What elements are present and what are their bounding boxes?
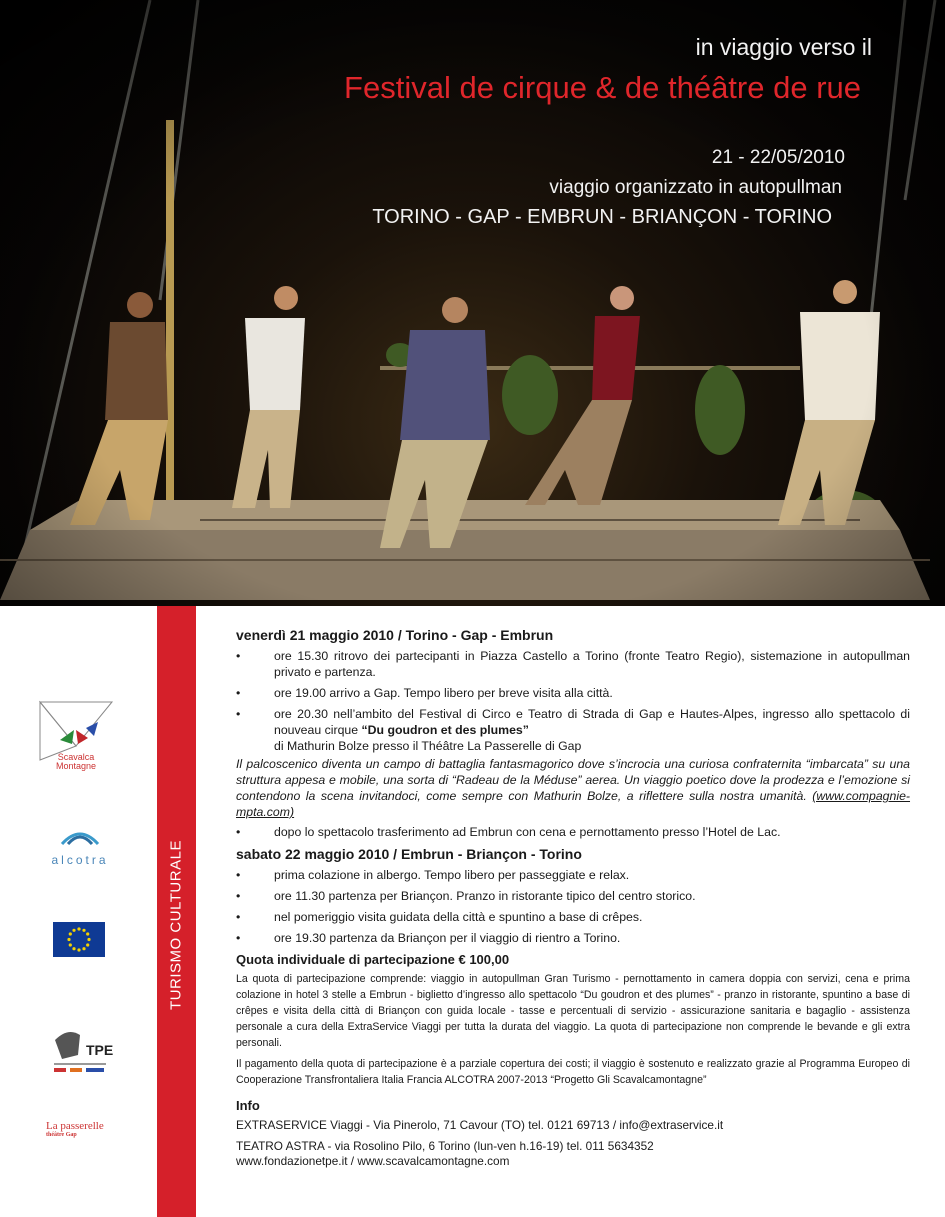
festival-title: Festival de cirque & de théâtre de rue bbox=[344, 70, 861, 105]
scavalca-line2: Montagne bbox=[55, 761, 97, 771]
hero-tagline: in viaggio verso il bbox=[695, 34, 872, 60]
list-item: • nel pomeriggio visita guidata della città e spuntino a base di crêpes. bbox=[236, 910, 643, 924]
funding-note: Il pagamento della quota di partecipazione è a parziale copertura dei costi; il viaggio è sostenuto e realizzato grazie al Programma Europeo di Cooperazione Transfrontaliera Italia Francia ALCOTRA 2007-2013 “Progetto Gli Scavalcamontagne” bbox=[236, 1058, 910, 1086]
passerelle-logo bbox=[46, 1120, 116, 1142]
show-title: “Du goudron et des plumes” bbox=[361, 723, 529, 737]
tpe-logo bbox=[50, 1025, 114, 1075]
list-item: • ore 15.30 ritrovo dei partecipanti in Piazza Castello a Torino (fronte Teatro Regio), sistemazione in autopullman privato e partenza. bbox=[236, 649, 910, 679]
contact-teatro-astra: TEATRO ASTRA - via Rosolino Pilo, 6 Torino (lun-ven h.16-19) tel. 011 5634352 bbox=[236, 1139, 654, 1153]
hero-photo bbox=[0, 0, 945, 606]
list-item: • ore 19.30 partenza da Briançon per il viaggio di rientro a Torino. bbox=[236, 931, 621, 945]
day1-list-after bbox=[236, 824, 910, 840]
category-label: TURISMO CULTURALE bbox=[167, 840, 185, 1010]
list-item: • prima colazione in albergo. Tempo libero per passeggiate e relax. bbox=[236, 868, 630, 882]
alcotra-mountain-icon bbox=[60, 826, 100, 846]
list-item: • ore 19.00 arrivo a Gap. Tempo libero per breve visita alla città. bbox=[236, 686, 613, 700]
list-item: • dopo lo spettacolo trasferimento ad Embrun con cena e pernottamento presso l’Hotel de Lac. bbox=[236, 825, 781, 839]
show-description: Il palcoscenico diventa un campo di battaglia fantasmagorico dove s’incrocia una curiosa confraternita “imbarcata” su una struttura appesa e mobile, una sorta di “Radeau de la Méduse” aerea. Un viaggio poetico dove la prodezza e l’emozione si contendono la scena invitandoci, come sempre con Mathurin Bolze, a riflettere sulla nostra umanità. (www.compagnie-mpta.com) bbox=[236, 757, 911, 819]
alcotra-logo bbox=[30, 826, 130, 866]
scavalca-montagne-logo bbox=[38, 700, 114, 774]
itinerary-content bbox=[236, 626, 910, 1175]
eu-flag-logo bbox=[53, 922, 105, 957]
day2-heading: sabato 22 maggio 2010 / Embrun - Briançon - Torino bbox=[236, 846, 582, 862]
price-includes: La quota di partecipazione comprende: viaggio in autopullman Gran Turismo - pernottamento in camera doppia con servizi, cena e prima colazione in hotel 3 stelle a Embrun - biglietto d’ingresso allo spettacolo “Du goudron et des plumes” - pranzo in ristorante, spuntino a base di crêpes e visita della città di Briançon con guida locale - tasse e percentuali di servizio - assicurazione sanitaria e bagaglio - assistenza personale a cura della ExtraService Viaggi per tutta la durata del viaggio. La quota di partecipazione non comprende le bevande e gli extra personali. bbox=[236, 973, 910, 1049]
scavalca-logo-icon bbox=[38, 700, 114, 774]
list-item: • ore 20.30 nell’ambito del Festival di Circo e Teatro di Strada di Gap e Hautes-Alpes, ingresso allo spettacolo di nouveau cirque “Du goudron et des plumes” di Mathurin Bolze presso il Théâtre La Passerelle di Gap bbox=[236, 707, 910, 753]
eu-stars-icon bbox=[53, 922, 105, 957]
day1-list bbox=[236, 648, 910, 754]
trip-route: TORINO - GAP - EMBRUN - BRIANÇON - TORINO bbox=[372, 206, 832, 228]
price-heading: Quota individuale di partecipazione € 100,00 bbox=[236, 952, 510, 967]
company-link[interactable]: (www.compagnie-mpta.com) bbox=[236, 789, 911, 819]
scavalca-line1: Scavalca bbox=[57, 752, 95, 762]
passerelle-name: La passerelle bbox=[46, 1120, 104, 1132]
passerelle-subtitle: théâtre Gap bbox=[46, 1132, 77, 1138]
contact-websites[interactable]: www.fondazionetpe.it / www.scavalcamontagne.com bbox=[236, 1154, 510, 1168]
day2-list bbox=[236, 867, 910, 946]
event-dates: 21 - 22/05/2010 bbox=[711, 147, 845, 168]
day1-heading: venerdì 21 maggio 2010 / Torino - Gap - Embrun bbox=[236, 627, 554, 643]
contact-extraservice: EXTRASERVICE Viaggi - Via Pinerolo, 71 Cavour (TO) tel. 0121 69713 / info@extraservice.it bbox=[236, 1118, 724, 1132]
alcotra-name: alcotra bbox=[51, 853, 109, 867]
list-item: • ore 11.30 partenza per Briançon. Pranzo in ristorante tipico del centro storico. bbox=[236, 889, 696, 903]
tpe-logo-icon bbox=[50, 1025, 114, 1075]
info-heading: Info bbox=[236, 1098, 260, 1113]
tpe-text: TPE bbox=[86, 1042, 114, 1058]
trip-info: viaggio organizzato in autopullman bbox=[549, 177, 842, 198]
